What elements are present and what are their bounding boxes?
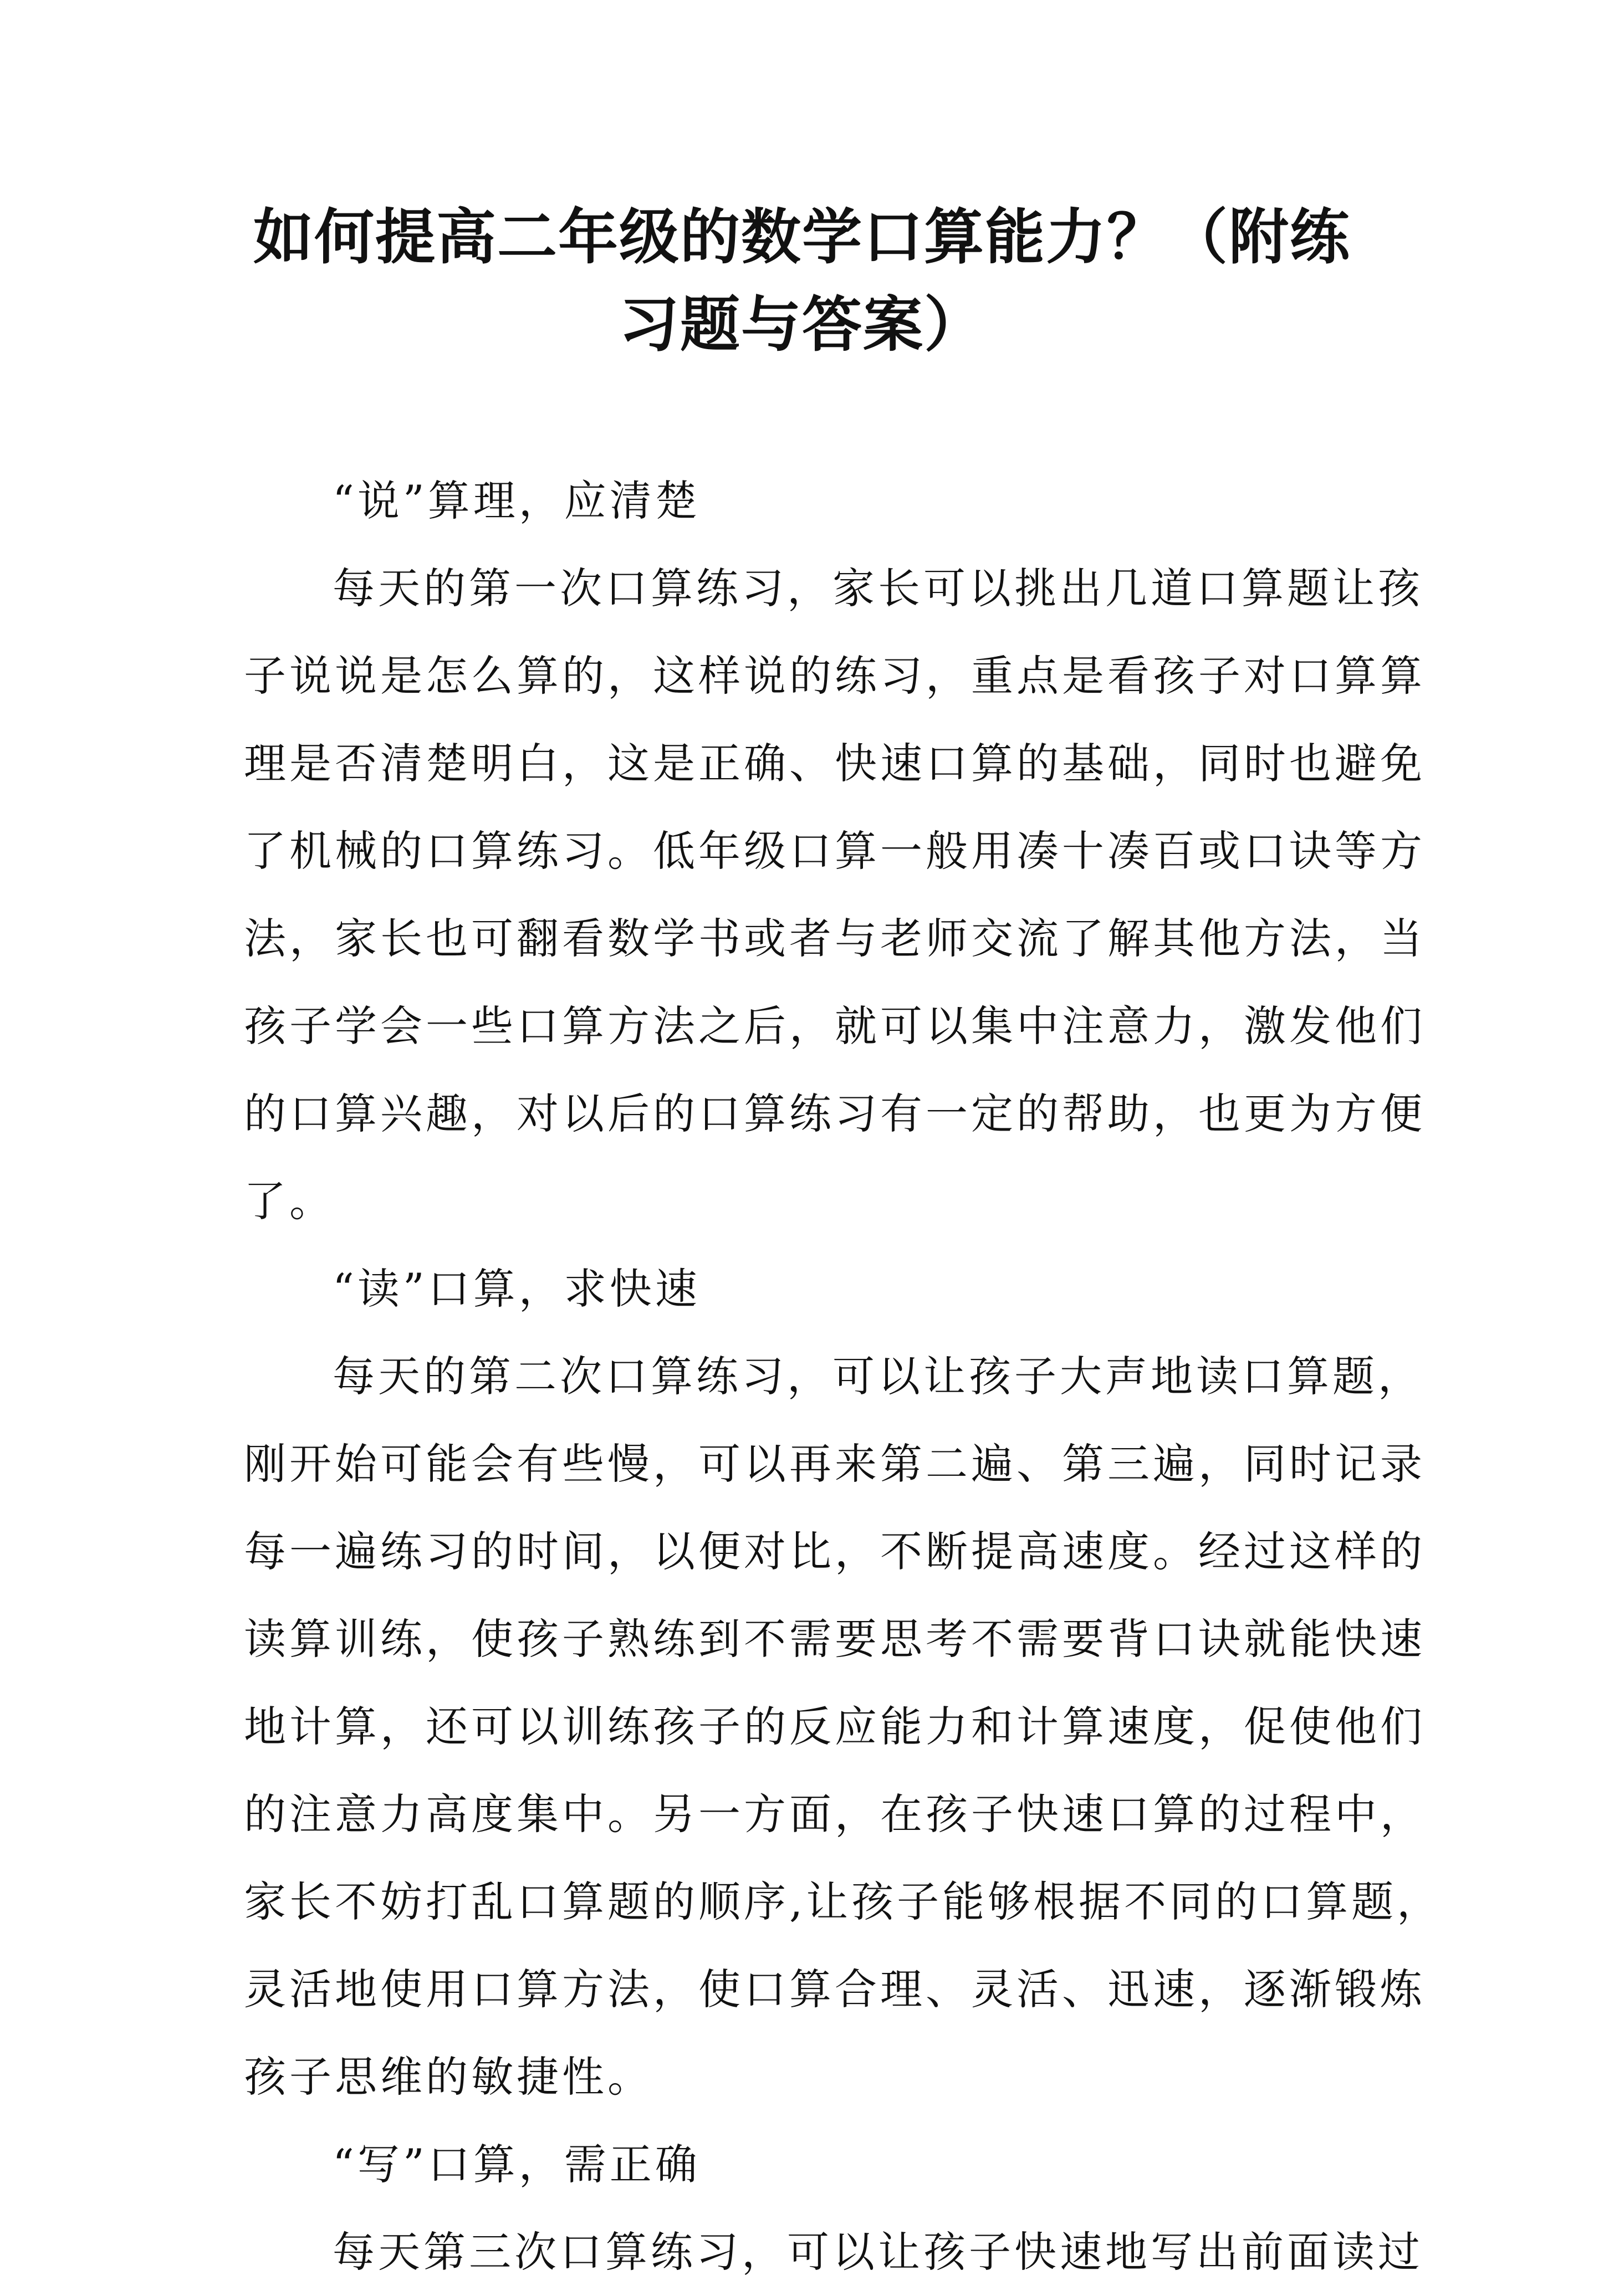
paragraph-line: 的注意力高度集中。另一方面，在孩子快速口算的过程中， [244, 1789, 1426, 1839]
document-body [244, 457, 1443, 2296]
paragraph-line: 每天的第二次口算练习，可以让孩子大声地读口算题， [333, 1352, 1423, 1401]
paragraph-line: 孩子思维的敏捷性。 [244, 2052, 653, 2101]
paragraph-line: 每天第三次口算练习，可以让孩子快速地写出前面读过 [333, 2227, 1423, 2277]
paragraph-line: 地计算，还可以训练孩子的反应能力和计算速度，促使他们 [244, 1702, 1426, 1751]
paragraph-line: 每天的第一次口算练习，家长可以挑出几道口算题让孩 [333, 564, 1423, 613]
paragraph-line: 每一遍练习的时间，以便对比，不断提高速度。经过这样的 [244, 1527, 1426, 1576]
paragraph-line: 刚开始可能会有些慢，可以再来第二遍、第三遍，同时记录 [244, 1439, 1426, 1489]
paragraph-line: 灵活地使用口算方法，使口算合理、灵活、迅速，逐渐锻炼 [244, 1965, 1426, 2014]
paragraph-line: 的口算兴趣，对以后的口算练习有一定的帮助，也更为方便 [244, 1089, 1426, 1138]
title-line-1: 如何提高二年级的数学口算能力？（附练 [253, 203, 1351, 272]
paragraph-line: 法，家长也可翻看数学书或者与老师交流了解其他方法，当 [244, 914, 1426, 963]
paragraph-line: 孩子学会一些口算方法之后，就可以集中注意力，激发他们 [244, 1001, 1426, 1051]
paragraph-line: 子说说是怎么算的，这样说的练习，重点是看孩子对口算算 [244, 651, 1426, 700]
paragraph-line: 了。 [244, 1177, 335, 1226]
section-heading-read: “读”口算，求快速 [333, 1264, 701, 1313]
paragraph-line: 读算训练，使孩子熟练到不需要思考不需要背口诀就能快速 [244, 1614, 1426, 1664]
title-line-2: 习题与答案） [619, 290, 985, 360]
section-heading-say: “说”算理，应清楚 [333, 476, 701, 525]
page-title [211, 194, 1393, 369]
paragraph-line: 家长不妨打乱口算题的顺序,让孩子能够根据不同的口算题， [244, 1877, 1443, 1926]
paragraph-line: 了机械的口算练习。低年级口算一般用凑十凑百或口诀等方 [244, 826, 1426, 876]
section-heading-write: “写”口算，需正确 [333, 2140, 701, 2189]
paragraph-line: 理是否清楚明白，这是正确、快速口算的基础，同时也避免 [244, 739, 1426, 788]
